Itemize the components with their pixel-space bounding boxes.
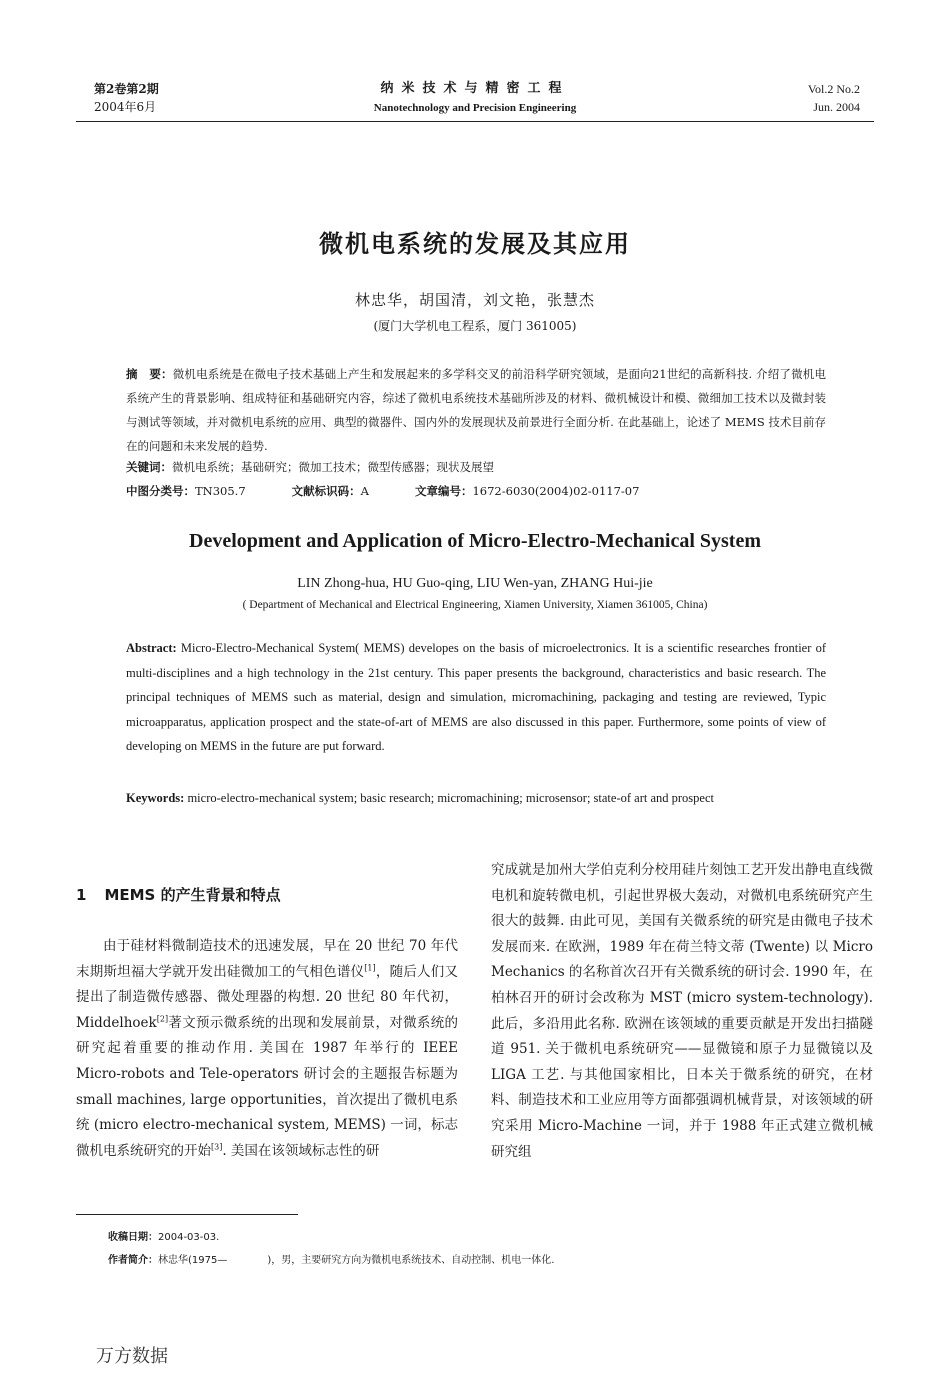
abstract-en-label: Abstract: xyxy=(126,641,177,655)
authors-cn: 林忠华，胡国清，刘文艳，张慧杰 xyxy=(354,291,595,309)
clc-label: 中图分类号： xyxy=(126,484,195,498)
body-left-part1: 由于硅材料微制造技术的迅速发展，早在 20 世纪 70 年代末期斯坦福大学就开发出硅微加工的气相色谱仪 xyxy=(76,938,458,980)
keywords-en xyxy=(126,786,826,811)
abstract-cn xyxy=(126,362,826,458)
keywords-cn-label: 关键词： xyxy=(126,460,172,474)
issue-date-en: Jun. 2004 xyxy=(813,100,860,114)
citation-1: [1] xyxy=(364,963,376,973)
doc-code-label: 文献标识码： xyxy=(291,484,361,498)
issue-volume-en: Vol.2 No.2 xyxy=(807,82,860,96)
abstract-cn-label: 摘 要： xyxy=(126,367,173,381)
received-label: 收稿日期： xyxy=(108,1232,158,1243)
section-heading xyxy=(76,884,281,905)
abstract-cn-text: 微机电系统是在微电子技术基础上产生和发展起来的多学科交叉的前沿科学研究领域，是面向21世纪的高新科技. 介绍了微机电系统产生的背景影响、组成特征和基础研究内容，综述了微机电系统技术基础所涉及的材料、微机械设计和模、微细加工技术以及微封装与测试等领域，并对微机电系统的应用、典型的微器件、国内外的发展现状及前景进行全面分析. 在此基础上，论述了 MEMS 技术目前存在的问题和未来发展的趋势. xyxy=(126,367,826,453)
author-bio-text: )，男，主要研究方向为微机电系统技术、自动控制、机电一体化. xyxy=(267,1255,555,1266)
keywords-en-text: micro-electro-mechanical system; basic research; micromachining; microsensor; state-of art and prospect xyxy=(187,791,714,805)
header-rule xyxy=(76,121,874,122)
clc-value: TN305.7 xyxy=(195,484,246,498)
article-number-value: 1672-6030(2004)02-0117-07 xyxy=(472,484,640,498)
paper-title-cn: 微机电系统的发展及其应用 xyxy=(319,230,631,258)
keywords-cn-text: 微机电系统；基础研究；微加工技术；微型传感器；现状及展望 xyxy=(172,460,494,474)
classification-line xyxy=(126,480,826,502)
paper-title-en: Development and Application of Micro-Electro-Mechanical System xyxy=(189,530,761,552)
footnote-author xyxy=(108,1253,554,1269)
section-number: 1 xyxy=(76,886,87,904)
article-number-label: 文章编号： xyxy=(414,484,473,498)
author-bio-name: 林忠华(1975— xyxy=(158,1255,228,1266)
footnote-rule xyxy=(76,1214,298,1215)
body-left-part2: ，随后人们又提出了制造微传感器、微处理器的构想. 20 世纪 80 年代初，Middelhoek xyxy=(76,963,459,1031)
author-bio-label: 作者简介： xyxy=(108,1255,158,1266)
keywords-cn xyxy=(126,456,826,478)
authors-en: LIN Zhong-hua, HU Guo-qing, LIU Wen-yan, ZHANG Hui-jie xyxy=(297,576,653,591)
abstract-en xyxy=(126,636,826,759)
issue-date: 2004年6月 xyxy=(94,100,157,114)
journal-title-cn: 纳米技术与精密工程 xyxy=(380,81,570,96)
body-column-left xyxy=(76,934,458,1164)
citation-2: [2] xyxy=(156,1014,169,1024)
citation-3: [3] xyxy=(211,1142,223,1152)
keywords-en-label: Keywords: xyxy=(126,791,185,805)
affiliation-en: ( Department of Mechanical and Electrical Engineering, Xiamen University, Xiamen 361005, China) xyxy=(242,599,708,611)
body-left-part3: 著文预示微系统的出现和发展前景，对微系统的研究起着重要的推动作用. 美国在 1987 年举行的 IEEE Micro-robots and Tele-operators 研讨会的主题报告标题为 small machines, large opportunities，首次提出了微机电系统 (micro electro-mechanical system, MEMS) 一词，标志微机电系统研究的开始 xyxy=(76,1014,458,1159)
body-column-right: 究成就是加州大学伯克利分校用硅片刻蚀工艺开发出静电直线微电机和旋转微电机，引起世界极大轰动，对微机电系统研究产生很大的鼓舞. 由此可见，美国有关微系统的研究是由微电子技术发展而来. 在欧洲，1989 年在荷兰特文蒂 (Twente) 以 Micro Mechanics 的名称首次召开有关微系统的研讨会. 1990 年，在柏林召开的研讨会改称为 MST (micro system-technology). 此后，多沿用此名称. 欧洲在该领域的重要贡献是开发出扫描隧道 951. 关于微机电系统研究——显微镜和原子力显微镜以及 LIGA 工艺. 与其他国家相比，日本关于微系统的研究，在材料、制造技术和工业应用等方面都强调机械背景，对该领域的研究采用 Micro-Machine 一词，并于 1988 年正式建立微机械研究组 xyxy=(491,862,873,1160)
journal-title-en: Nanotechnology and Precision Engineering xyxy=(373,102,577,114)
section-title: MEMS 的产生背景和特点 xyxy=(104,886,281,904)
wanfang-watermark: 万方数据 xyxy=(96,1346,168,1367)
abstract-en-text: Micro-Electro-Mechanical System( MEMS) developes on the basis of microelectronics. It is a scientific researches frontier of multi-disciplines and a high technology in the 21st century. This paper presents the background, characteristics and basic research. The principal techniques of MEMS such as material, design and simulation, micromachining, packaging and testing are reviewed, Typic microapparatus, application prospect and the state-of-art of MEMS are also discussed in this paper. Furthermore, some points of view of developing on MEMS in the future are put forward. xyxy=(126,641,826,753)
issue-volume: 第2卷第2期 xyxy=(94,82,159,96)
footnote-received xyxy=(108,1230,219,1246)
doc-code-value: A xyxy=(360,484,369,498)
body-left-part4: . 美国在该领域标志性的研 xyxy=(222,1142,380,1159)
received-date: 2004-03-03. xyxy=(158,1232,220,1243)
affiliation-cn: (厦门大学机电工程系，厦门 361005) xyxy=(373,319,577,333)
journal-issue-en xyxy=(808,80,860,116)
